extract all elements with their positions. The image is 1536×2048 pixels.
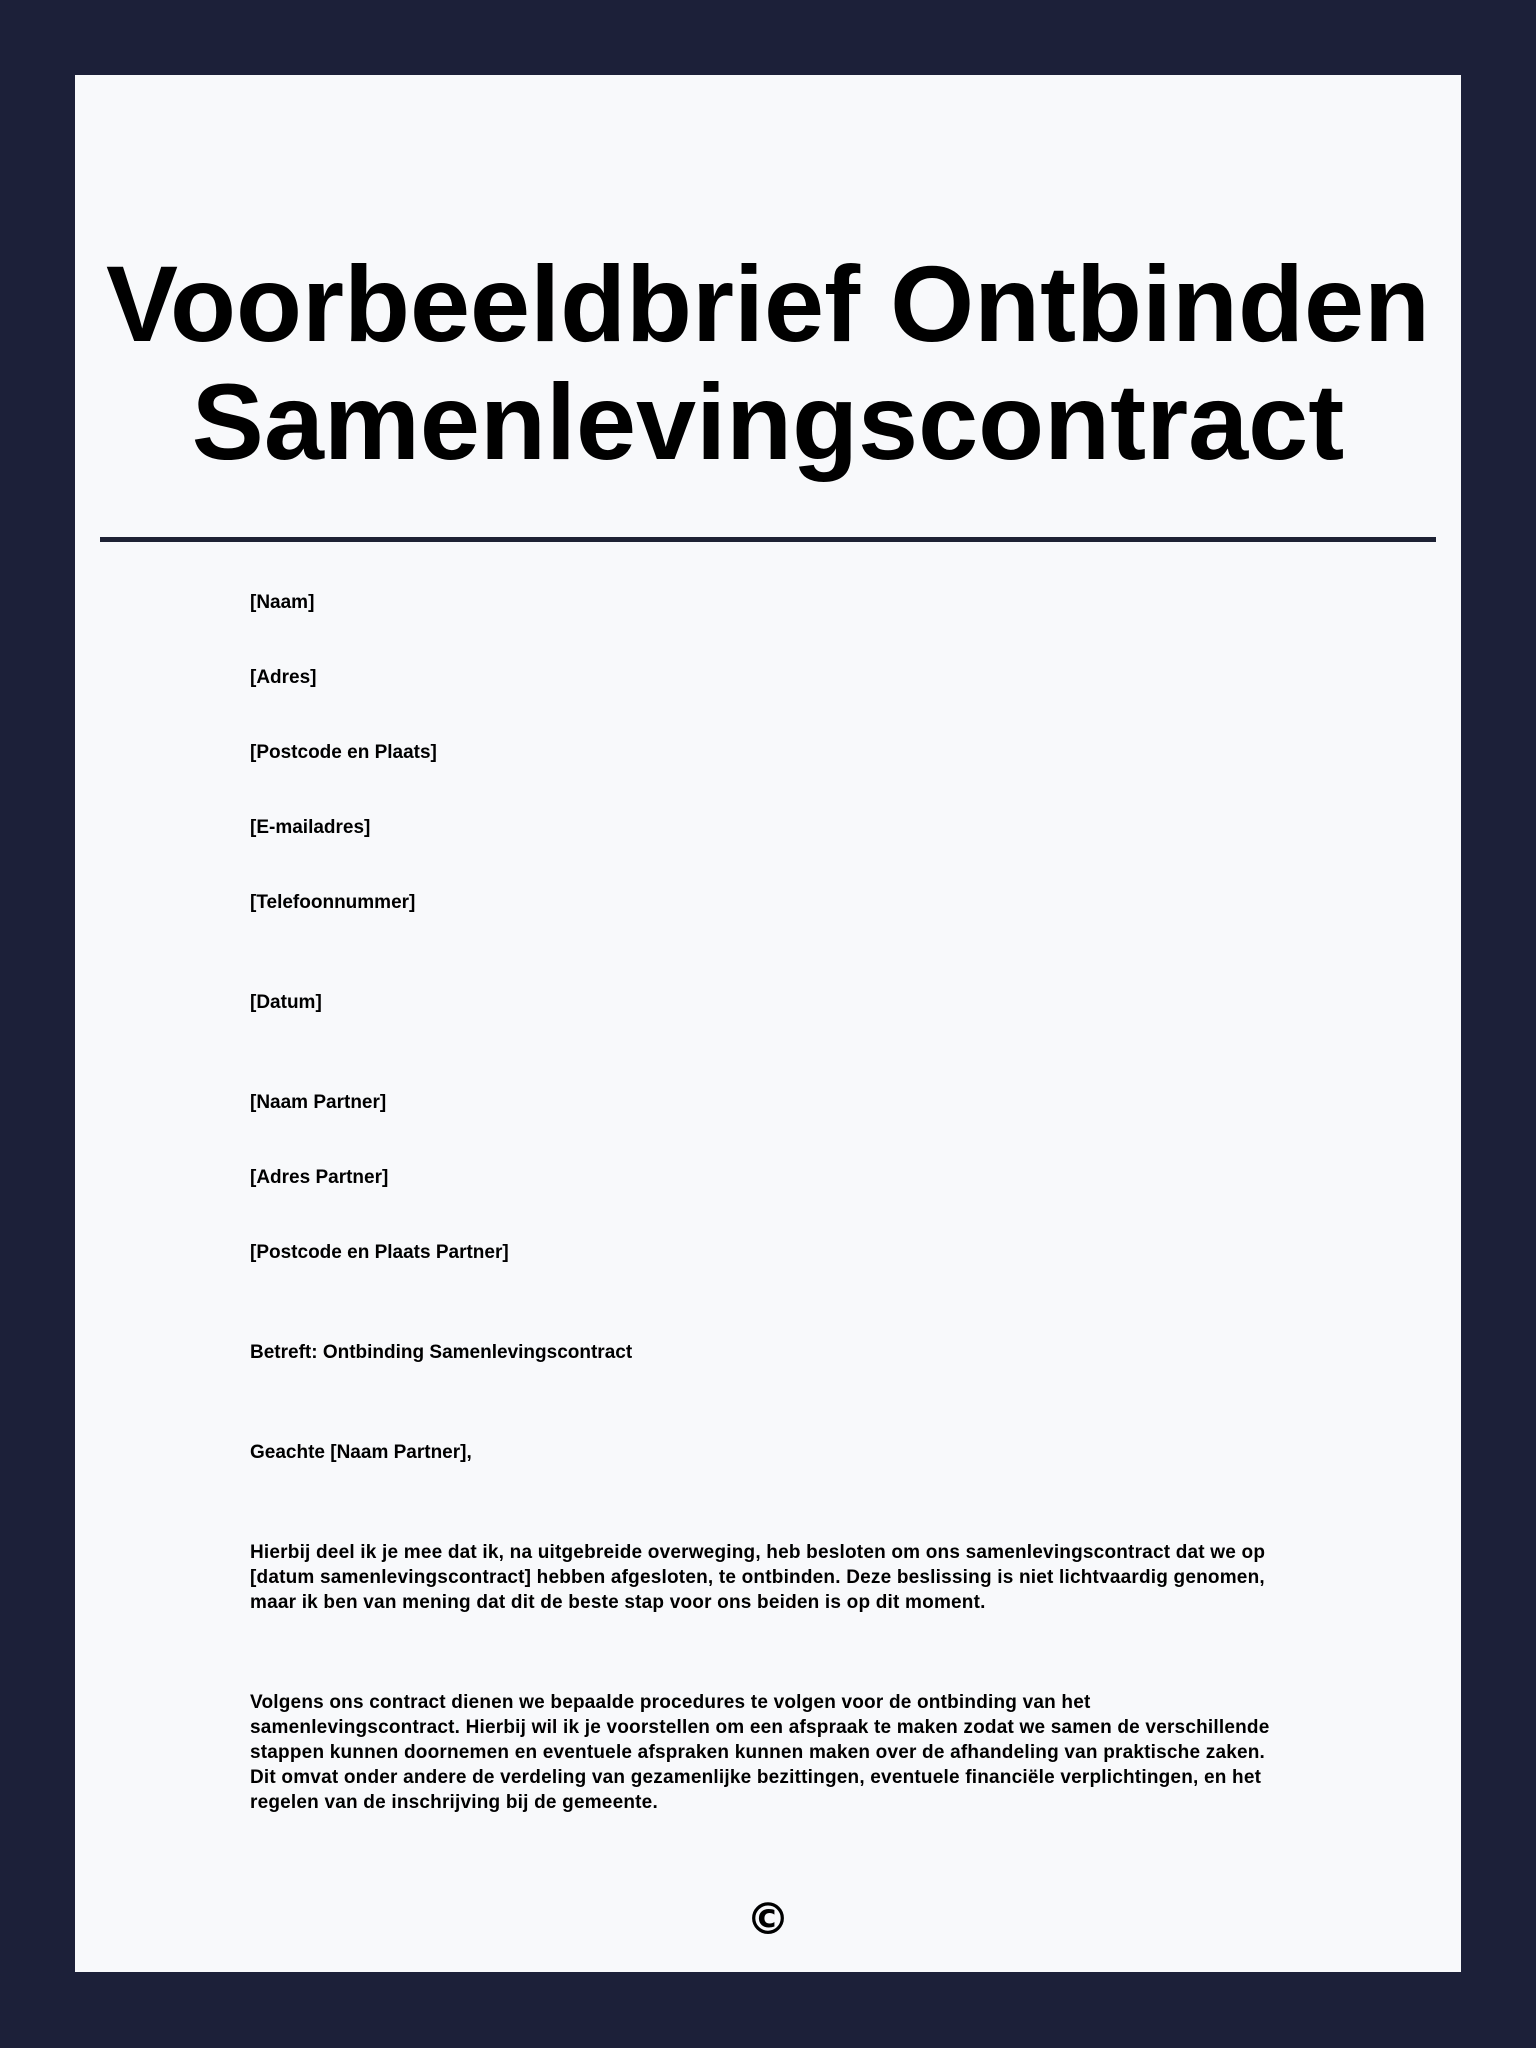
copyright-icon: ©: [746, 1894, 790, 1945]
sender-name: [Naam]: [250, 592, 315, 613]
title-line-2: Samenlevingscontract: [191, 361, 1345, 482]
body-paragraph-1: Hierbij deel ik je mee dat ik, na uitgebreide overweging, heb besloten om ons samenlevingscontract dat we op [datum samenlevingscontract] hebben afgesloten, te ontbinden. Deze beslissing is niet lichtvaardig genomen, maar ik ben van mening dat dit de beste stap voor ons beiden is op dit moment.: [250, 1542, 1266, 1613]
recipient-postcode-city: [Postcode en Plaats Partner]: [250, 1242, 509, 1263]
recipient-name: [Naam Partner]: [250, 1092, 387, 1113]
letter-page: [75, 75, 1461, 1972]
sender-address: [Adres]: [250, 667, 317, 688]
body-paragraph-2: Volgens ons contract dienen we bepaalde procedures te volgen voor de ontbinding van het samenlevingscontract. Hierbij wil ik je voorstellen om een afspraak te maken zodat we samen de verschillende stappen kunnen doornemen en eventuele afspraken kunnen maken over de afhandeling van praktische zaken. Dit omvat onder andere de verdeling van gezamenlijke bezittingen, eventuele financiële verplichtingen, en het regelen van de inschrijving bij de gemeente.: [250, 1692, 1270, 1813]
sender-phone: [Telefoonnummer]: [250, 892, 416, 913]
letter-salutation: Geachte [Naam Partner],: [250, 1442, 472, 1463]
letter-subject: Betreft: Ontbinding Samenlevingscontract: [250, 1342, 633, 1363]
sender-email: [E-mailadres]: [250, 817, 371, 838]
recipient-address: [Adres Partner]: [250, 1167, 389, 1188]
letter-date: [Datum]: [250, 992, 322, 1013]
title-line-1: Voorbeeldbrief Ontbinden: [105, 243, 1430, 364]
title-divider: [100, 537, 1436, 542]
sender-postcode-city: [Postcode en Plaats]: [250, 742, 437, 763]
page-title: [75, 245, 1461, 481]
